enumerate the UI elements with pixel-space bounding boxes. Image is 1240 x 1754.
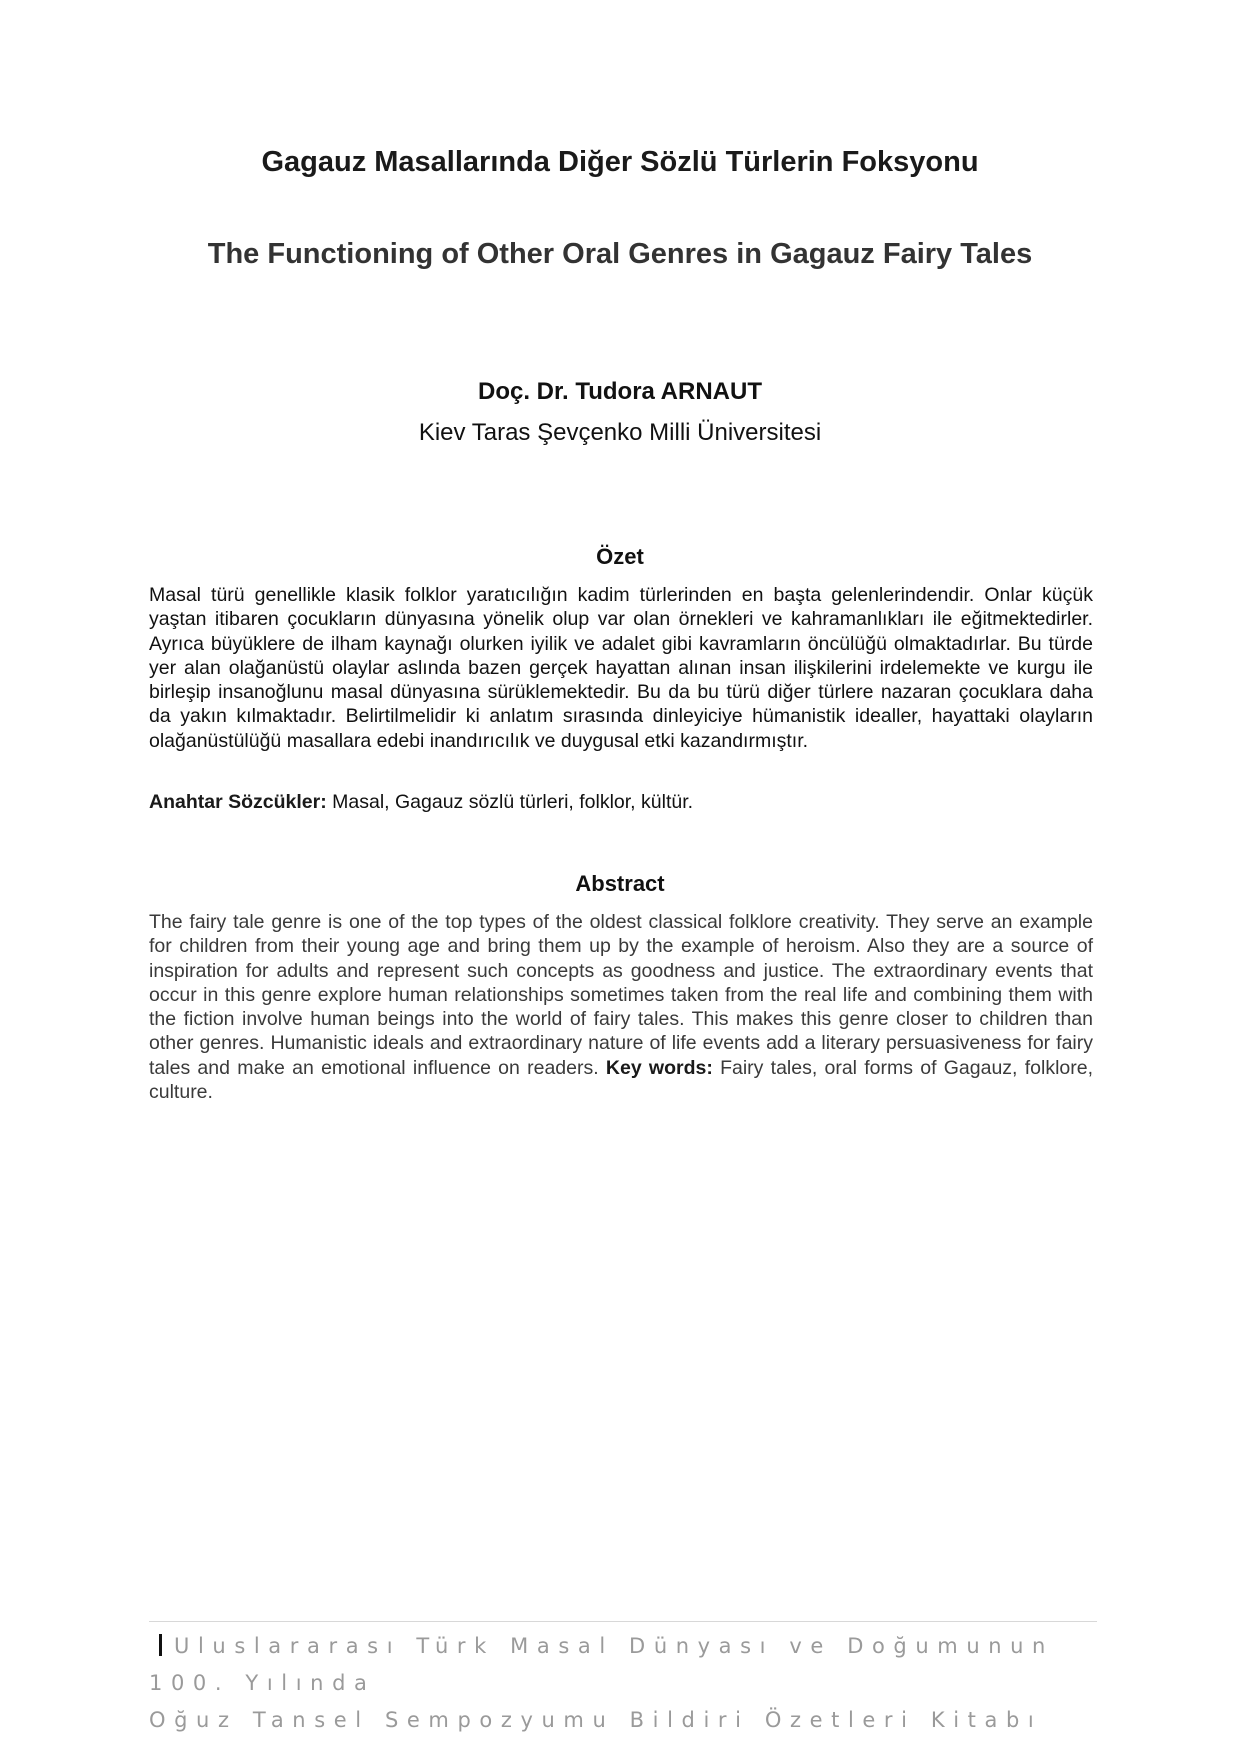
footer-line-1: Uluslararası Türk Masal Dünyası ve Doğumunun 100. Yılında bbox=[149, 1634, 1054, 1695]
ozet-paragraph: Masal türü genellikle klasik folklor yaratıcılığın kadim türlerinden en başta gelenlerindendir. Onlar küçük yaştan itibaren çocukların dünyasına yönelik olup var olan örnekleri ve kahramanlıkları ile eğitmektedirler. Ayrıca büyüklere de ilham kaynağı olurken iyilik ve adalet gibi kavramların öncülüğü olmaktadırlar. Bu türde yer alan olağanüstü olaylar aslında bazen gerçek hayattan alınan insan ilişkilerini irdelemekte ve kurgu ile birleşip insanoğlunu masal dünyasına sürüklemektedir. Bu da bu türü diğer türlere nazaran çocuklara daha da yakın kılmaktadır. Belirtilmelidir ki anlatım sırasında dinleyiciye hümanistik idealler, hayattaki olayların olağanüstülüğü masallara edebi inandırıcılık ve duygusal etki kazandırmıştır. bbox=[149, 584, 1093, 752]
title-turkish: Gagauz Masallarında Diğer Sözlü Türlerin Foksyonu bbox=[261, 146, 979, 178]
keywords-turkish bbox=[149, 790, 1093, 814]
author-affiliation: Kiev Taras Şevçenko Milli Üniversitesi bbox=[418, 419, 822, 446]
author-name: Doç. Dr. Tudora ARNAUT bbox=[477, 378, 762, 405]
abstract-block bbox=[149, 910, 1093, 1104]
footer-line-2: Oğuz Tansel Sempozyumu Bildiri Özetleri Kitabı bbox=[149, 1708, 1043, 1732]
title-english: The Functioning of Other Oral Genres in Gagauz Fairy Tales bbox=[207, 238, 1033, 270]
keywords-english-list: Fairy tales, oral forms of Gagauz, folklore, culture. bbox=[149, 1056, 1093, 1104]
footer bbox=[149, 1628, 1097, 1739]
footer-bar-mark bbox=[159, 1634, 162, 1656]
keywords-english-label: Key words: bbox=[605, 1056, 713, 1079]
ozet-heading: Özet bbox=[596, 544, 644, 569]
footer-divider bbox=[149, 1621, 1097, 1622]
abstract-heading: Abstract bbox=[575, 871, 665, 896]
keywords-turkish-label: Anahtar Sözcükler: bbox=[149, 791, 327, 813]
keywords-turkish-list: Masal, Gagauz sözlü türleri, folklor, kültür. bbox=[326, 791, 694, 813]
abstract-paragraph: The fairy tale genre is one of the top types of the oldest classical folklore creativity. They serve an example for children from their young age and bring them up by the example of heroism. Also they are a source of inspiration for adults and represent such concepts as goodness and justice. The extraordinary events that occur in this genre explore human relationships sometimes taken from the real life and combining them with the fiction involve human beings into the world of fairy tales. This makes this genre closer to children than other genres. Humanistic ideals and extraordinary nature of life events add a literary persuasiveness for fairy tales and make an emotional influence on readers. bbox=[149, 911, 1093, 1079]
